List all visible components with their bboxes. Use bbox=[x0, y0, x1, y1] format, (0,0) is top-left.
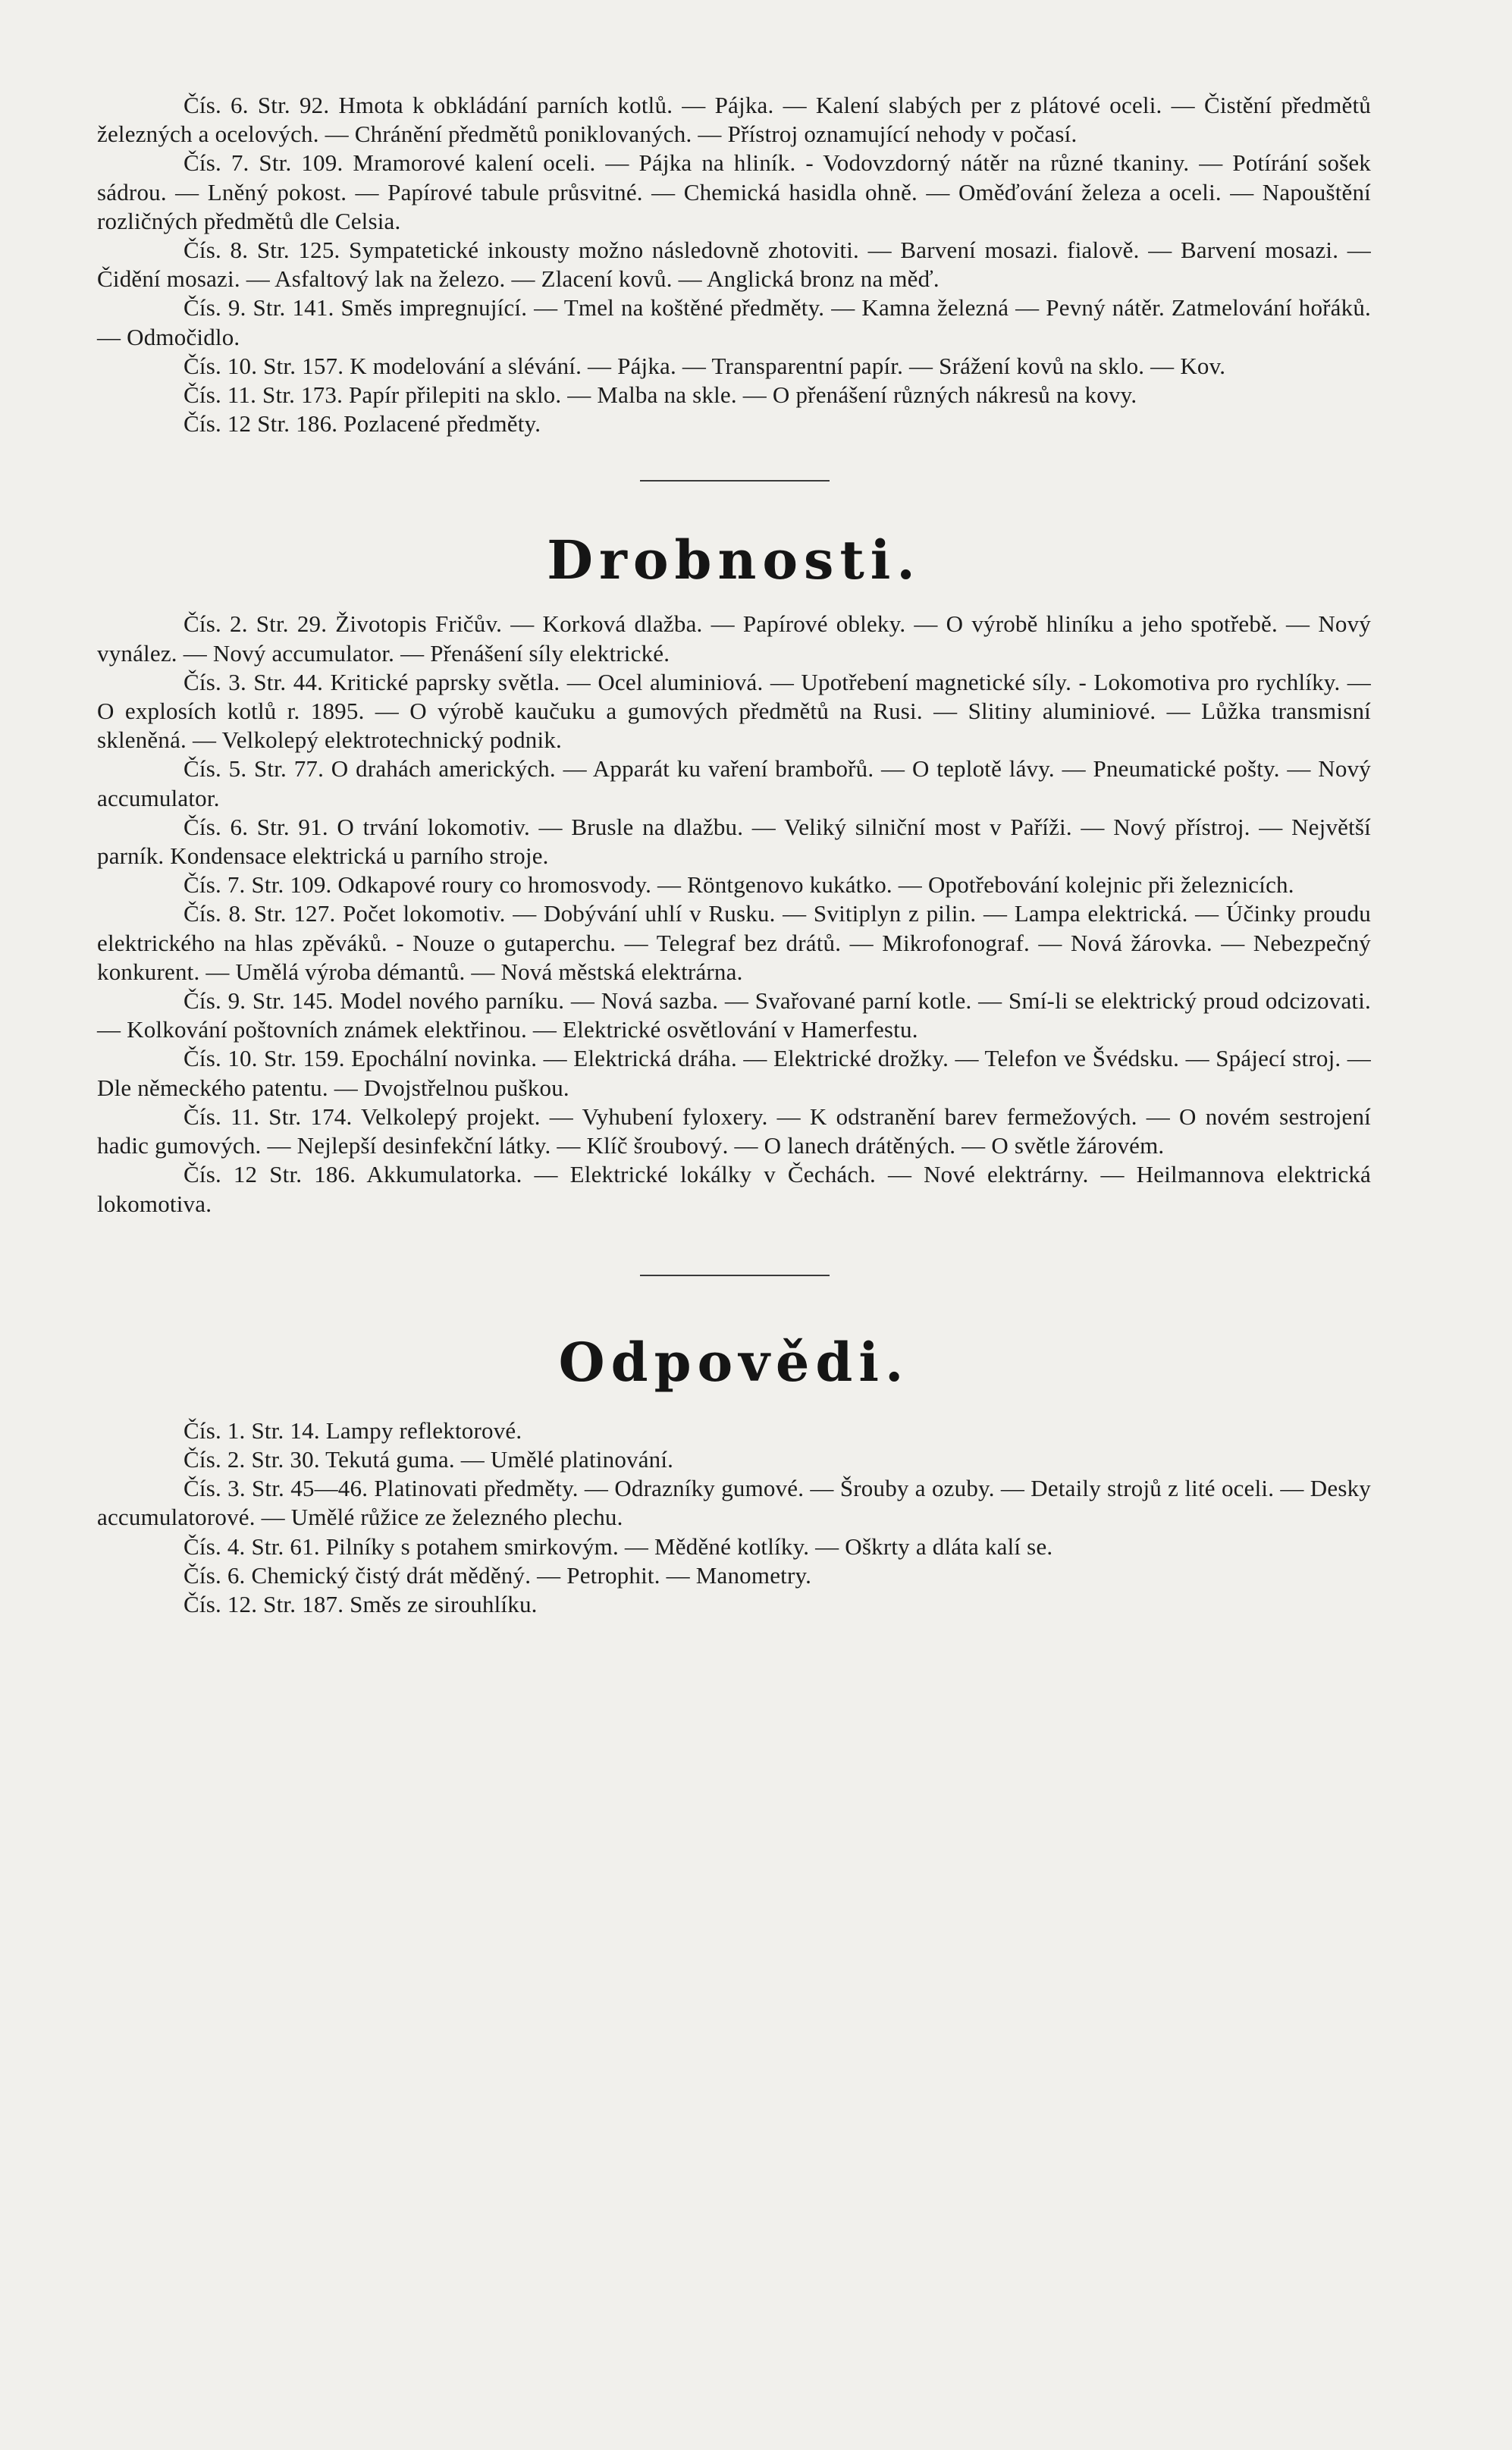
contents-entry: Čís. 7. Str. 109. Mramorové kalení oceli. — Pájka na hliník. - Vodovzdorný nátěr na různé tkaniny. — Potírání sošek sádrou. — Lněný pokost. — Papírové tabule průsvitné. — Chemická hasidla ohně. — Oměďování železa a oceli. — Napouštění rozličných předmětů dle Celsia. bbox=[97, 149, 1371, 234]
contents-entry: Čís. 6. Str. 92. Hmota k obkládání parních kotlů. — Pájka. — Kalení slabých per z plátové oceli. — Čistění předmětů železných a ocelových. — Chránění předmětů poniklovaných. — Přístroj oznamující nehody v počasí. bbox=[97, 92, 1371, 148]
section-divider bbox=[640, 1275, 830, 1276]
contents-entry: Čís. 11. Str. 173. Papír přilepiti na sklo. — Malba na skle. — O přenášení různých nákresů na kovy. bbox=[184, 381, 1137, 409]
odpovedi-entry: Čís. 4. Str. 61. Pilníky s potahem smirkovým. — Měděné kotlíky. — Oškrty a dláta kalí se. bbox=[184, 1532, 1053, 1560]
document-page bbox=[97, 91, 1371, 1619]
drobnosti-entry: Čís. 7. Str. 109. Odkapové roury co hromosvody. — Röntgenovo kukátko. — Opotřebování kolejnic při železnicích. bbox=[184, 871, 1294, 899]
odpovedi-entry: Čís. 12. Str. 187. Směs ze sirouhlíku. bbox=[184, 1590, 538, 1617]
odpovedi-entry: Čís. 3. Str. 45—46. Platinovati předměty. — Odrazníky gumové. — Šrouby a ozuby. — Detaily strojů z lité oceli. — Desky accumulatorové. — Umělé růžice ze železného plechu. bbox=[97, 1475, 1371, 1531]
contents-entry: Čís. 9. Str. 141. Směs impregnující. — Tmel na koštěné předměty. — Kamna železná — Pevný nátěr. Zatmelování hořáků. — Odmočidlo. bbox=[97, 294, 1371, 350]
contents-entry: Čís. 12 Str. 186. Pozlacené předměty. bbox=[184, 410, 541, 438]
drobnosti-entry: Čís. 10. Str. 159. Epochální novinka. — Elektrická dráha. — Elektrické drožky. — Telefon ve Švédsku. — Spájecí stroj. — Dle německého patentu. — Dvojstřelnou puškou. bbox=[97, 1045, 1371, 1101]
contents-continued-section bbox=[97, 91, 1371, 438]
odpovedi-entry: Čís. 2. Str. 30. Tekutá guma. — Umělé platinování. bbox=[184, 1445, 674, 1473]
drobnosti-section bbox=[97, 480, 1371, 1218]
drobnosti-entry: Čís. 8. Str. 127. Počet lokomotiv. — Dobývání uhlí v Rusku. — Svitiplyn z pilin. — Lampa elektrická. — Účinky proudu elektrického na hlas zpěváků. - Nouze o gutaperchu. — Telegraf bez drátů. — Mikrofonograf. — Nová žárovka. — Nebezpečný konkurent. — Umělá výroba démantů. — Nová městská elektrárna. bbox=[97, 900, 1371, 985]
section-divider bbox=[640, 480, 830, 482]
drobnosti-entry: Čís. 6. Str. 91. O trvání lokomotiv. — Brusle na dlažbu. — Veliký silniční most v Paříži. — Nový přístroj. — Největší parník. Kondensace elektrická u parního stroje. bbox=[97, 813, 1371, 870]
drobnosti-entry: Čís. 5. Str. 77. O drahách amerických. — Apparát ku vaření brambořů. — O teplotě lávy. — Pneumatické pošty. — Nový accumulator. bbox=[97, 755, 1371, 811]
contents-entry: Čís. 8. Str. 125. Sympatetické inkousty možno následovně zhotoviti. — Barvení mosazi. fialově. — Barvení mosazi. — Čidění mosazi. — Asfaltový lak na železo. — Zlacení kovů. — Anglická bronz na měď. bbox=[97, 237, 1371, 293]
odpovedi-entry: Čís. 1. Str. 14. Lampy reflektorové. bbox=[184, 1416, 522, 1444]
section-heading-odpovedi: Odpovědi. bbox=[558, 1330, 910, 1394]
drobnosti-entry: Čís. 3. Str. 44. Kritické paprsky světla. — Ocel aluminiová. — Upotřebení magnetické síly. - Lokomotiva pro rychlíky. — O explosích kotlů r. 1895. — O výrobě kaučuku a gumových předmětů na Rusi. — Slitiny aluminiové. — Lůžka transmisní skleněná. — Velkolepý elektrotechnický podnik. bbox=[97, 668, 1371, 754]
drobnosti-entry: Čís. 9. Str. 145. Model nového parníku. — Nová sazba. — Svařované parní kotle. — Smí-li se elektrický proud odcizovati. — Kolkování poštovních známek elektřinou. — Elektrické osvětlování v Hamerfestu. bbox=[97, 987, 1371, 1043]
odpovedi-entry: Čís. 6. Chemický čistý drát měděný. — Petrophit. — Manometry. bbox=[184, 1561, 812, 1589]
drobnosti-entry: Čís. 2. Str. 29. Životopis Fričův. — Korková dlažba. — Papírové obleky. — O výrobě hliníku a jeho spotřebě. — Nový vynález. — Nový accumulator. — Přenášení síly elektrické. bbox=[97, 610, 1371, 667]
odpovedi-section bbox=[97, 1275, 1371, 1619]
drobnosti-entry: Čís. 11. Str. 174. Velkolepý projekt. — Vyhubení fyloxery. — K odstranění barev fermežových. — O novém sestrojení hadic gumových. — Nejlepší desinfekční látky. — Klíč šroubový. — O lanech drátěných. — O světle žárovém. bbox=[97, 1103, 1371, 1159]
section-heading-drobnosti: Drobnosti. bbox=[547, 529, 921, 592]
contents-entry: Čís. 10. Str. 157. K modelování a slévání. — Pájka. — Transparentní papír. — Srážení kovů na sklo. — Kov. bbox=[184, 352, 1226, 379]
drobnosti-entry: Čís. 12 Str. 186. Akkumulatorka. — Elektrické lokálky v Čechách. — Nové elektrárny. — Heilmannova elektrická lokomotiva. bbox=[97, 1161, 1371, 1217]
